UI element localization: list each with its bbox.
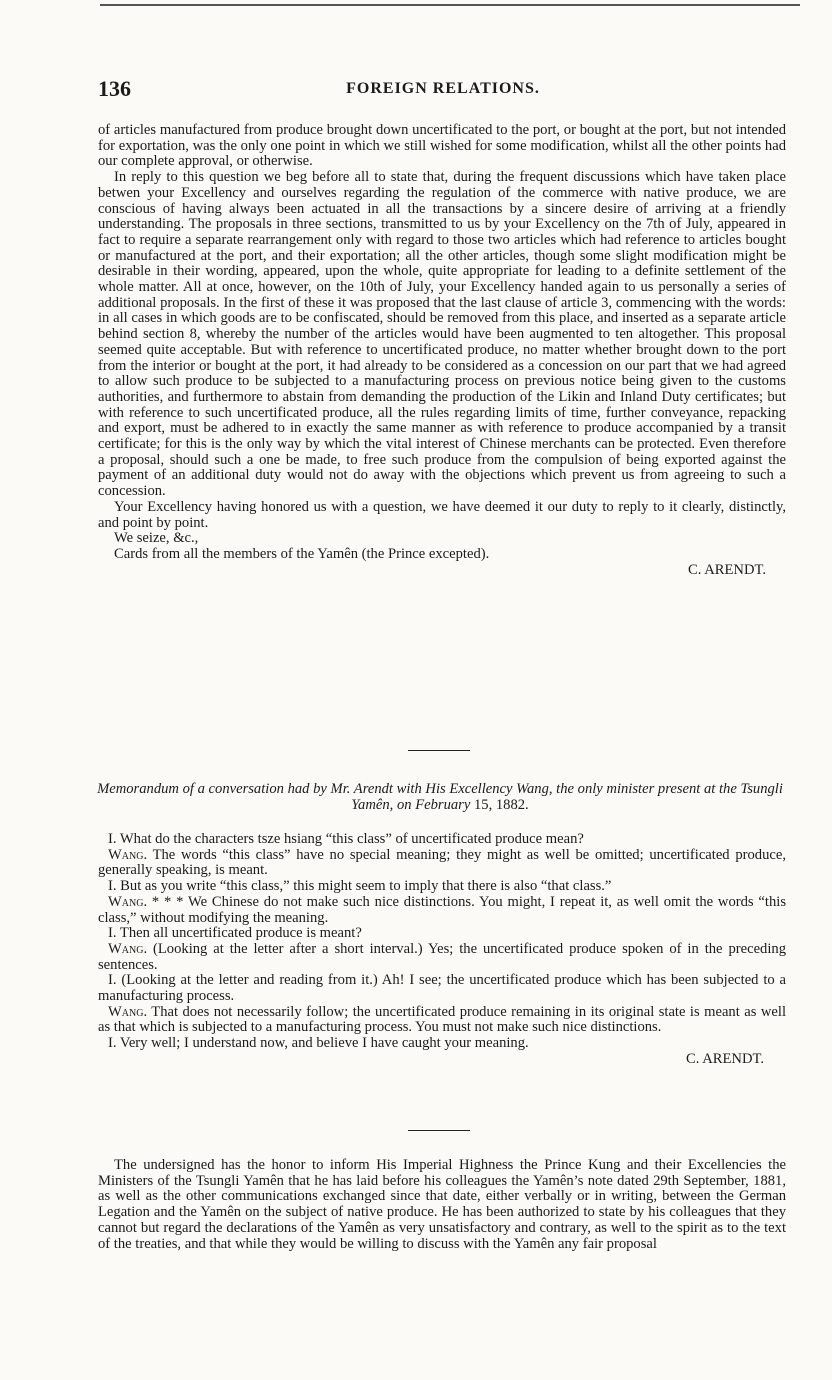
memo-title-text: Memorandum of a conversation had by Mr. Arendt with His Excellency Wang, the only minister present at the Tsungli Yamên, on February	[97, 781, 783, 813]
speaker-label: I.	[108, 1035, 117, 1052]
speaker-label: Wang.	[108, 940, 148, 957]
memo-line-text: But as you write “this class,” this might seem to imply that there is also “that class.”	[120, 878, 612, 895]
memo-title	[90, 781, 790, 813]
page-header	[98, 76, 788, 102]
memo-line-text: (Looking at the letter after a short interval.) Yes; the uncertificated produce spoken of in the preceding sentences.	[98, 940, 786, 973]
speaker-label: Wang.	[108, 1003, 148, 1020]
memo-title-date: 15, 1882.	[470, 797, 529, 813]
note-paragraph: The undersigned has the honor to inform His Imperial Highness the Prince Kung and their Excellencies the Ministers of the Tsungli Yamên that he has laid before his colleagues the Yamên’s note dated 29th September, 1881, as well as the other communications exchanged since that date, either verbally or in writing, between the German Legation and the Yamên on the subject of native produce. He has been authorized to state by his colleagues that they cannot but regard the declarations of the Yamên as very unsatisfactory and contrary, as well to the spirit as to the text of the treaties, and that while they would be willing to discuss with the Yamên any fair proposal	[98, 1157, 786, 1252]
section-divider	[408, 750, 470, 751]
memo-line-text: * * * We Chinese do not make such nice distinctions. You might, I repeat it, as well omit the words “this class,” without modifying the meaning.	[98, 893, 786, 926]
memo-line	[98, 832, 786, 848]
letter-paragraph: Your Excellency having honored us with a question, we have deemed it our duty to reply to it clearly, distinctly, and point by point.	[98, 498, 786, 531]
speaker-label: I.	[108, 831, 117, 847]
memo-line	[98, 942, 786, 973]
note-body	[98, 1158, 786, 1252]
top-rule	[100, 4, 800, 6]
speaker-label: Wang.	[108, 893, 148, 910]
memo-signature: C. ARENDT.	[686, 1050, 764, 1067]
speaker-label: I.	[108, 972, 117, 989]
letter-paragraph: Cards from all the members of the Yamên (the Prince excepted).	[114, 545, 490, 562]
letter-paragraph: We seize, &c.,	[114, 530, 199, 547]
letter-body	[98, 123, 786, 578]
memo-line-text: That does not necessarily follow; the uncertificated produce remaining in its original state is meant as well as that which is subjected to a manufacturing process. You must not make such nice distinctions.	[98, 1003, 786, 1036]
memo-line	[98, 1005, 786, 1036]
letter-paragraph: In reply to this question we beg before all to state that, during the frequent discussions which have taken place betwen your Excellency and ourselves regarding the regulation of the commerce with native produce, we are conscious of having always been actuated in all the transactions by a sincere desire of arriving at a friendly understanding. The proposals in three sections, transmitted to us by your Excellency on the 7th of July, appeared in fact to require a separate rearrangement only with regard to those two articles which had reference to articles bought or manufactured at the port, and their exportation; all the other articles, though some slight modification might be desirable in their wording, appeared, upon the whole, quite appropriate for leading to a definite settlement of the whole matter. All at once, however, on the 10th of July, your Excellency handed again to us personally a series of additional proposals. In the first of these it was proposed that the last clause of article 3, commencing with the words: in all cases in which goods are to be confiscated, should be removed from this place, and inserted as a separate article behind section 8, whereby the number of the articles would have been augmented to ten altogether. This proposal seemed quite acceptable. But with reference to uncertificated produce, no matter whether brought down to the port from the interior or bought at the port, it had already to be considered as a concession on our part that we had agreed to allow such produce to be subjected to a manufacturing process on previous notice being given to the customs authorities, and furthermore to abstain from demanding the production of the Likin and Inland Duty certificates; but with reference to such uncertificated produce, all the rules regarding limits of time, further conveyance, repacking and export, must be adhered to in exactly the same manner as with reference to produce accompanied by a transit certificate; for this is the only way by which the vital interest of Chinese merchants can be protected. Even therefore a proposal, should such a one be made, to free such produce from the compulsion of being exported against the payment of an additional duty would not do away with the objections which prevent us from agreeing to such a concession.	[98, 169, 786, 500]
memo-line	[98, 895, 786, 926]
section-divider	[408, 1130, 470, 1131]
speaker-label: I.	[108, 878, 117, 895]
page-number: 136	[98, 76, 131, 101]
memo-line	[98, 973, 786, 1004]
memo-line-text: The words “this class” have no special meaning; they might as well be omitted; uncertificated produce, generally speaking, is meant.	[98, 846, 786, 879]
memo-line-text: (Looking at the letter and reading from it.) Ah! I see; the uncertificated produce which has been subjected to a manufacturing process.	[98, 972, 786, 1005]
running-title: FOREIGN RELATIONS.	[346, 80, 540, 97]
speaker-label: I.	[108, 925, 117, 942]
memo-line	[98, 1036, 786, 1052]
memo-line	[98, 848, 786, 879]
memo-line-text: Then all uncertificated produce is meant?	[119, 925, 362, 942]
memo-line	[98, 879, 786, 895]
memo-line-text: Very well; I understand now, and believe I have caught your meaning.	[119, 1035, 529, 1052]
memo-line	[98, 926, 786, 942]
letter-signature: C. ARENDT.	[688, 561, 766, 578]
memo-body	[98, 832, 786, 1068]
memo-line-text: What do the characters tsze hsiang “this class” of uncertificated produce mean?	[119, 831, 584, 847]
letter-paragraph: of articles manufactured from produce brought down uncertificated to the port, or bought at the port, but not intended for exportation, was the only one point in which we still wished for some modification, whilst all the other points had our complete approval, or otherwise.	[98, 122, 786, 170]
speaker-label: Wang.	[108, 846, 148, 863]
